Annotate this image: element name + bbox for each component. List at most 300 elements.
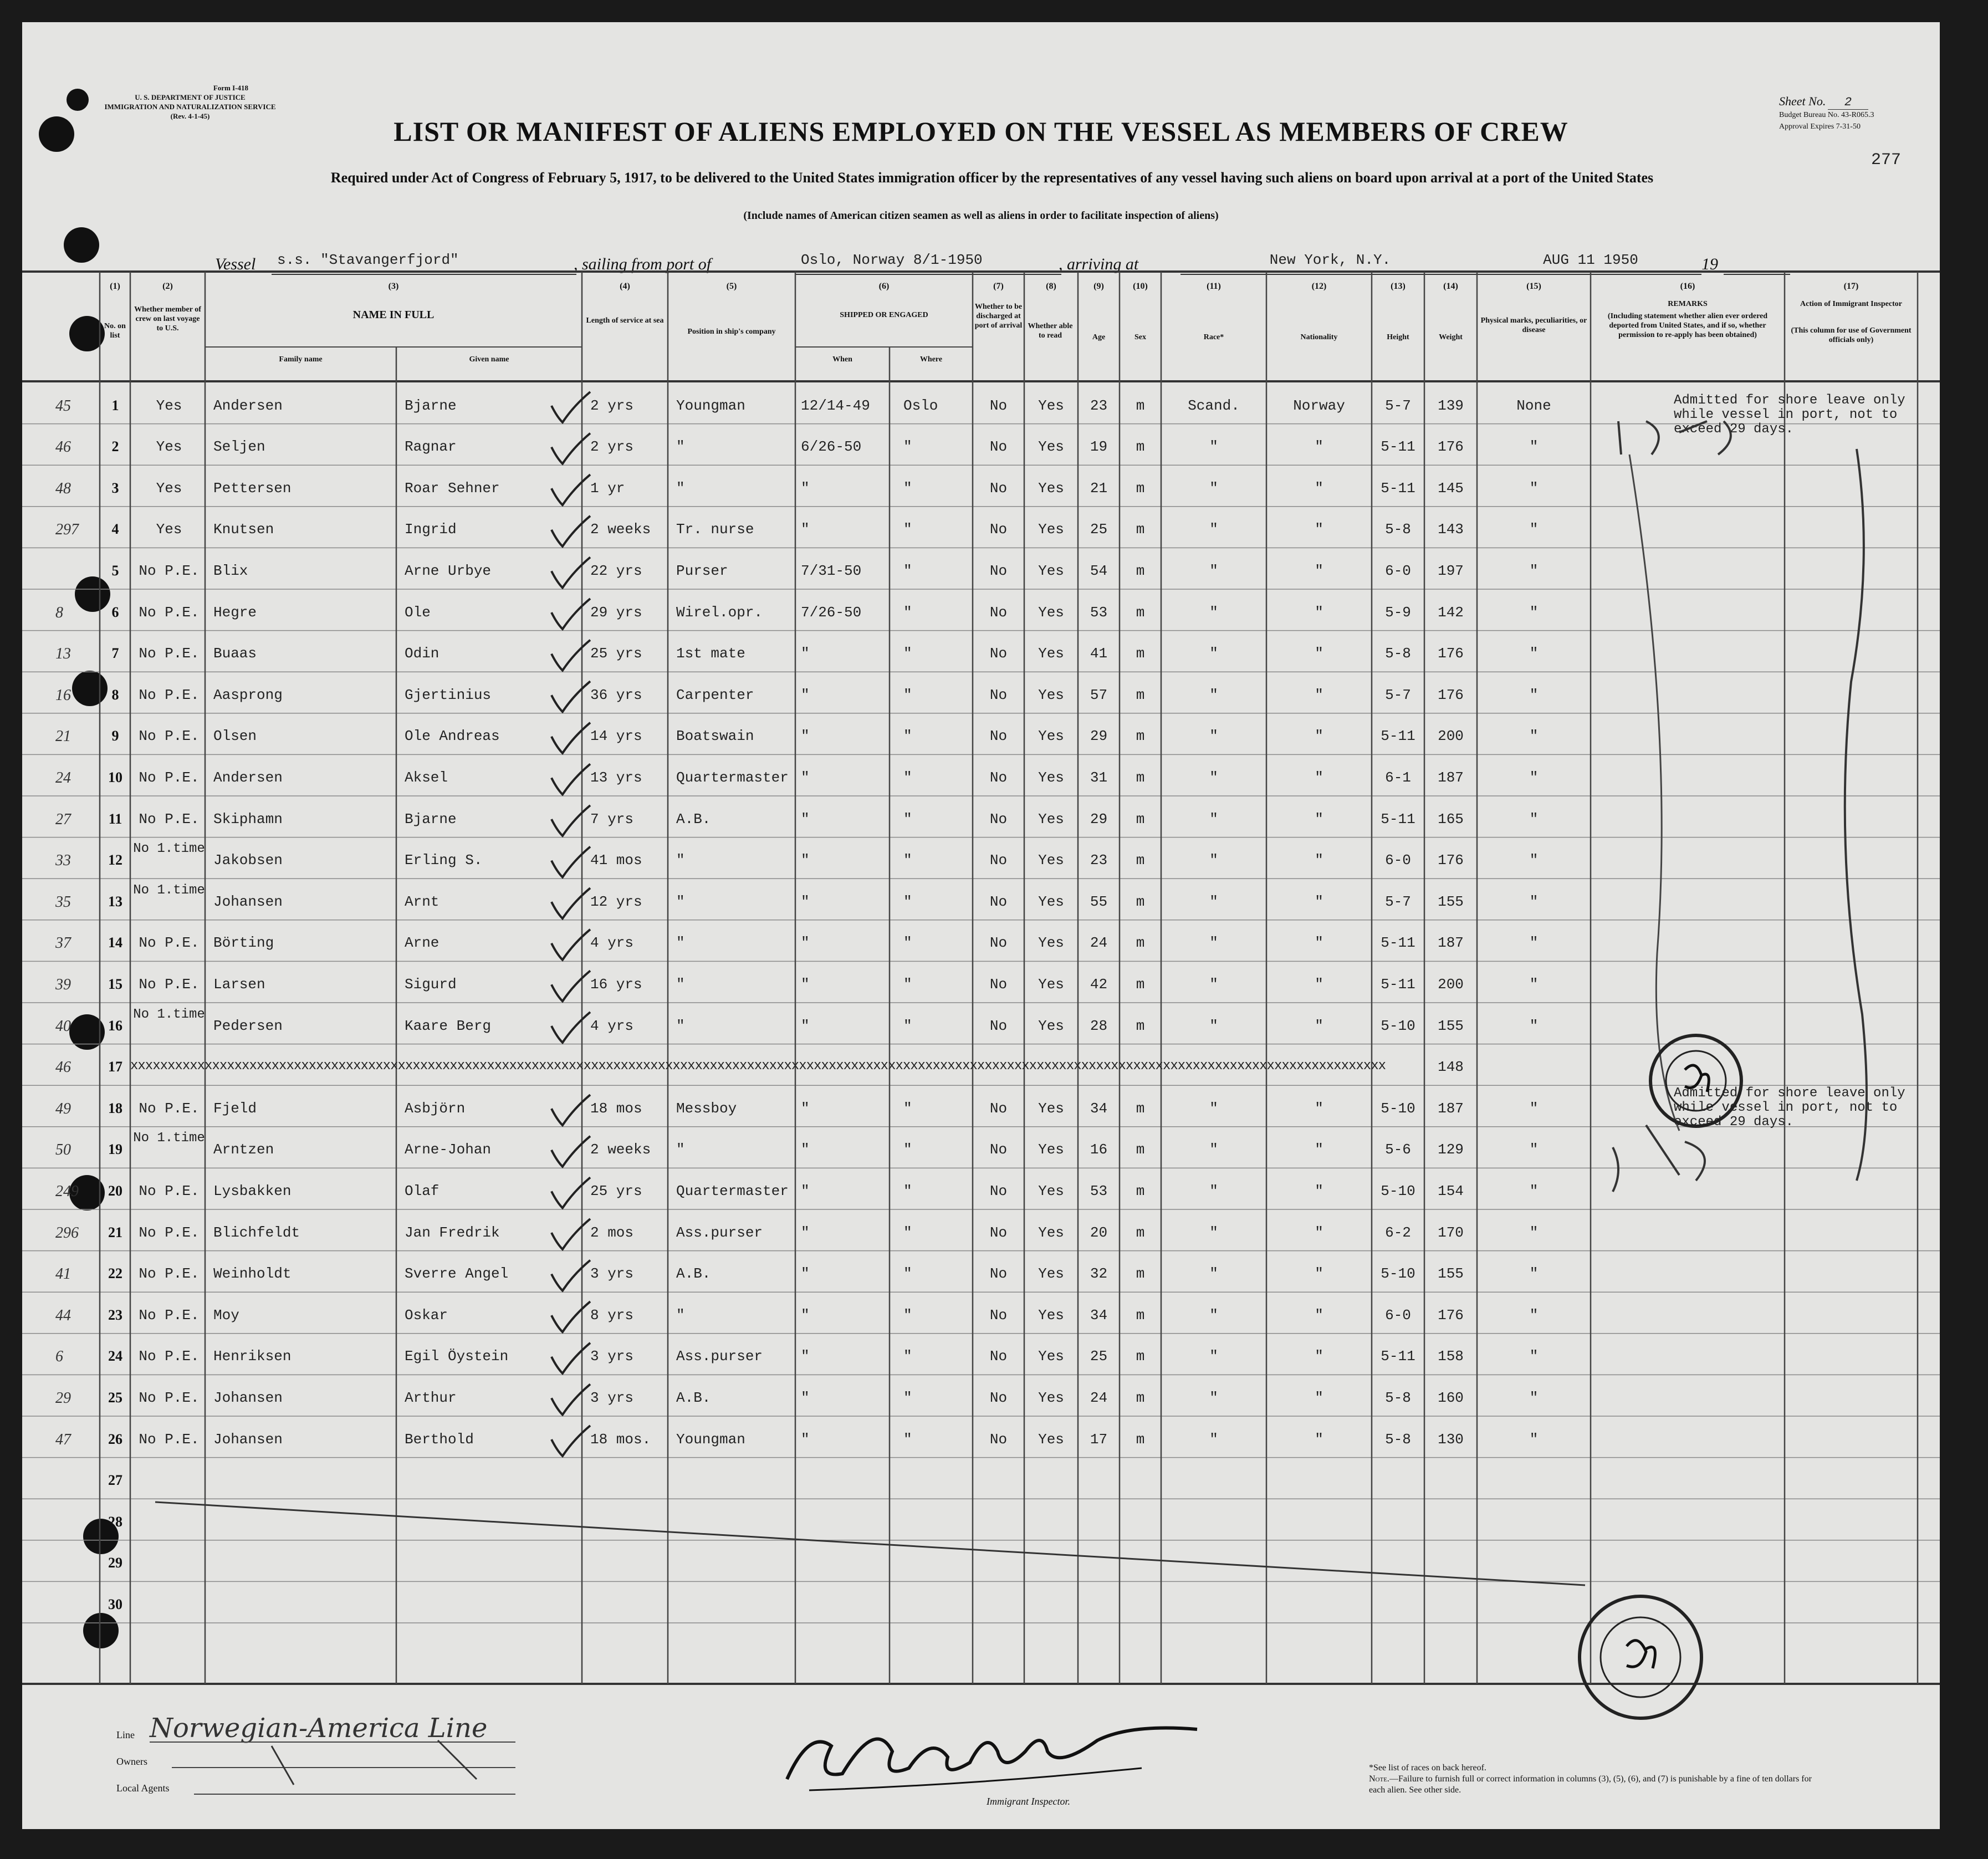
cell-race: " <box>1209 769 1218 786</box>
cell-read: Yes <box>1038 521 1064 538</box>
cell-service: 2 weeks <box>590 1141 651 1158</box>
row-number: 11 <box>108 810 122 827</box>
header-where: Where <box>919 355 943 364</box>
cell-service: 2 yrs <box>590 397 634 414</box>
cell-prev: Yes <box>156 479 182 497</box>
note-label: Note. <box>1369 1774 1389 1784</box>
column-number-c16: (16) <box>1680 282 1695 291</box>
cell-disch: No <box>989 1224 1008 1241</box>
cell-service: 1 yr <box>590 479 625 497</box>
header-remarks-note: (Including statement whether alien ever ordered deported from United States, and if so, whether permission to re-apply has been obtained) <box>1607 312 1768 339</box>
row-number: 7 <box>111 645 119 662</box>
cell-read: Yes <box>1038 479 1064 497</box>
cell-position: A.B. <box>676 1390 711 1406</box>
cell-age: 25 <box>1090 1348 1108 1365</box>
cell-disch: No <box>989 479 1008 497</box>
cell-height: 5-7 <box>1385 397 1411 414</box>
cell-disch: No <box>989 893 1008 910</box>
check-mark <box>551 1343 590 1373</box>
cell-where: " <box>903 645 912 662</box>
cell-given: Roar Sehner <box>405 479 500 497</box>
cell-marks: " <box>1529 976 1539 993</box>
check-mark <box>551 930 590 960</box>
cell-sex: m <box>1136 1183 1145 1199</box>
cell-sex: m <box>1136 1100 1145 1117</box>
row-number: 30 <box>108 1596 122 1612</box>
cell-read: Yes <box>1038 934 1064 952</box>
cell-sex: m <box>1136 852 1145 869</box>
cell-when: " <box>801 686 810 703</box>
budget-bureau: Budget Bureau No. 43-R065.3 <box>1779 111 1874 119</box>
check-mark <box>551 1095 590 1125</box>
cell-given: Olaf <box>405 1183 439 1199</box>
cell-marks: " <box>1529 1100 1539 1117</box>
owners-label: Owners <box>116 1756 147 1767</box>
cell-height: 5-8 <box>1385 1390 1411 1406</box>
cell-when: " <box>801 810 810 828</box>
cell-disch: No <box>989 728 1008 745</box>
cell-position: Wirel.opr. <box>676 604 763 621</box>
cell-sex: m <box>1136 1306 1145 1324</box>
check-mark <box>551 474 590 505</box>
cell-race: " <box>1209 976 1218 993</box>
row-number: 25 <box>108 1390 122 1406</box>
cell-prev: No P.E. <box>139 934 200 952</box>
local-agents-label: Local Agents <box>116 1783 170 1794</box>
cell-nat: " <box>1315 1348 1323 1365</box>
cell-read: Yes <box>1038 645 1064 662</box>
cell-given: Arnt <box>405 893 439 910</box>
row-number: 1 <box>111 397 119 413</box>
check-mark <box>551 1219 590 1249</box>
cell-weight: 176 <box>1438 438 1464 456</box>
cell-given: Ingrid <box>405 521 457 538</box>
cell-given: Gjertinius <box>405 686 492 703</box>
cell-prev: No P.E. <box>139 686 200 703</box>
cell-disch: No <box>989 852 1008 869</box>
cell-marks: " <box>1529 563 1539 579</box>
row-number: 3 <box>111 479 119 496</box>
cell-service: 2 weeks <box>590 521 651 538</box>
cell-given: Sigurd <box>405 976 457 993</box>
margin-number: 13 <box>55 645 71 663</box>
cell-where: " <box>903 1100 912 1117</box>
cell-read: Yes <box>1038 1100 1064 1117</box>
cell-nat: " <box>1315 852 1323 869</box>
margin-number: 40 <box>55 1017 71 1035</box>
cell-given: Arne-Johan <box>405 1141 492 1158</box>
header-nationality: Nationality <box>1300 333 1338 341</box>
margin-number: 37 <box>55 934 71 952</box>
cell-marks: " <box>1529 686 1539 703</box>
cell-read: Yes <box>1038 893 1064 910</box>
cell-position: " <box>676 934 685 952</box>
check-mark <box>551 640 590 671</box>
cell-when: " <box>801 521 810 538</box>
cell-position: Youngman <box>676 1431 745 1448</box>
cell-marks: " <box>1529 645 1539 662</box>
column-number-c2: (2) <box>162 282 173 291</box>
cell-when: " <box>801 934 810 952</box>
cell-marks: " <box>1529 1390 1539 1406</box>
margin-number: 27 <box>55 810 71 828</box>
races-note: *See list of races on back hereof. <box>1369 1763 1486 1773</box>
cell-disch: No <box>989 934 1008 952</box>
column-number-c17: (17) <box>1843 282 1859 291</box>
port-of-departure: Oslo, Norway 8/1-1950 <box>795 252 1061 275</box>
margin-number: 249 <box>55 1183 79 1200</box>
cell-service: 2 mos <box>590 1224 634 1241</box>
cell-where: Oslo <box>903 397 938 414</box>
cell-family: Knutsen <box>213 521 274 538</box>
cell-height: 5-9 <box>1385 604 1411 621</box>
cell-weight: 145 <box>1438 479 1464 497</box>
cell-weight: 155 <box>1438 1017 1464 1034</box>
check-mark <box>551 1384 590 1414</box>
cell-nat: " <box>1315 810 1323 828</box>
cell-age: 42 <box>1090 976 1108 993</box>
cell-service: 36 yrs <box>590 686 642 703</box>
cell-disch: No <box>989 1348 1008 1365</box>
cell-when: " <box>801 1224 810 1241</box>
cell-where: " <box>903 1265 912 1283</box>
margin-number: 35 <box>55 893 71 911</box>
row-number: 14 <box>108 934 122 951</box>
header-weight: Weight <box>1439 333 1463 341</box>
cell-position: Messboy <box>676 1100 737 1117</box>
cell-service: 16 yrs <box>590 976 642 993</box>
cell-when: 7/26-50 <box>801 604 862 621</box>
cell-height: 6-0 <box>1385 1306 1411 1324</box>
cell-nat: Norway <box>1293 397 1345 414</box>
cell-weight: 165 <box>1438 810 1464 828</box>
cancel-line <box>155 1497 1596 1607</box>
cell-height: 5-11 <box>1381 479 1415 497</box>
cell-where: " <box>903 1390 912 1406</box>
cell-given: Arne Urbye <box>405 563 492 579</box>
cell-race: " <box>1209 1183 1218 1199</box>
cell-prev: No 1.time <box>133 1007 205 1022</box>
margin-number: 50 <box>55 1141 71 1159</box>
cell-position: " <box>676 893 685 910</box>
cell-weight: 200 <box>1438 728 1464 745</box>
column-number-c7: (7) <box>993 282 1004 291</box>
cell-family: Johansen <box>213 1390 283 1406</box>
cell-disch: No <box>989 1100 1008 1117</box>
cell-read: Yes <box>1038 1390 1064 1406</box>
cell-service: 18 mos <box>590 1100 642 1117</box>
check-mark <box>551 599 590 629</box>
column-number-c4: (4) <box>620 282 630 291</box>
cell-race: " <box>1209 563 1218 579</box>
row-number: 9 <box>111 728 119 744</box>
cell-where: " <box>903 934 912 952</box>
cell-position: Carpenter <box>676 686 754 703</box>
inspector-label: Immigrant Inspector. <box>987 1796 1070 1807</box>
header-when: When <box>832 355 852 364</box>
header-family-name: Family name <box>279 355 323 364</box>
arrival-date: AUG 11 1950 <box>1474 252 1701 275</box>
cell-race: " <box>1209 728 1218 745</box>
cell-prev: Yes <box>156 438 182 456</box>
cell-nat: " <box>1315 976 1323 993</box>
margin-number: 6 <box>55 1348 63 1366</box>
remark-shore-leave-1: Admitted for shore leave only while vessel in port, not to exceed 29 days. <box>1674 393 1905 437</box>
cell-race: " <box>1209 438 1218 456</box>
margin-number: 41 <box>55 1265 71 1283</box>
sheet-no-label: Sheet No. <box>1779 94 1826 108</box>
cell-age: 17 <box>1090 1431 1108 1448</box>
row-number: 22 <box>108 1265 122 1282</box>
cell-sex: m <box>1136 769 1145 786</box>
margin-number: 39 <box>55 976 71 993</box>
arrival-port: New York, N.Y. <box>1180 252 1474 275</box>
cell-prev: No 1.time <box>133 841 205 857</box>
cell-prev: No P.E. <box>139 1390 200 1406</box>
cell-where: " <box>903 728 912 745</box>
cell-sex: m <box>1136 1017 1145 1034</box>
cell-nat: " <box>1315 934 1323 952</box>
cell-family: Blix <box>213 563 248 579</box>
cell-disch: No <box>989 769 1008 786</box>
cell-age: 24 <box>1090 1390 1108 1406</box>
cell-sex: m <box>1136 1224 1145 1241</box>
cell-age: 23 <box>1090 397 1108 414</box>
cell-height: 5-6 <box>1385 1141 1411 1158</box>
cell-when: 6/26-50 <box>801 438 862 456</box>
cell-position: " <box>676 1017 685 1034</box>
cell-weight: 142 <box>1438 604 1464 621</box>
cell-nat: " <box>1315 604 1323 621</box>
cell-when: " <box>801 1100 810 1117</box>
row-number: 10 <box>108 769 122 785</box>
check-mark <box>551 1136 590 1167</box>
cell-height: 5-11 <box>1381 976 1415 993</box>
cell-race: " <box>1209 521 1218 538</box>
cell-family: Larsen <box>213 976 265 993</box>
cell-nat: " <box>1315 893 1323 910</box>
cell-position: " <box>676 852 685 869</box>
cell-sex: m <box>1136 563 1145 579</box>
margin-number: 46 <box>55 438 71 456</box>
cell-weight: 148 <box>1438 1059 1464 1076</box>
cell-nat: " <box>1315 1431 1323 1448</box>
cell-weight: 187 <box>1438 769 1464 786</box>
margin-number: 21 <box>55 728 71 745</box>
cell-read: Yes <box>1038 397 1064 414</box>
cell-sex: m <box>1136 521 1145 538</box>
footnote <box>1369 1763 1823 1796</box>
cell-weight: 158 <box>1438 1348 1464 1365</box>
cell-sex: m <box>1136 1431 1145 1448</box>
cell-disch: No <box>989 686 1008 703</box>
cell-given: Kaare Berg <box>405 1017 492 1034</box>
cell-marks: " <box>1529 1431 1539 1448</box>
cell-age: 29 <box>1090 728 1108 745</box>
cell-age: 41 <box>1090 645 1108 662</box>
cell-when: 12/14-49 <box>801 397 870 414</box>
header-length-service: Length of service at sea <box>586 316 664 325</box>
cell-marks: " <box>1529 521 1539 538</box>
cell-service: 4 yrs <box>590 1017 634 1034</box>
cell-height: 5-10 <box>1381 1100 1415 1117</box>
cell-family: Buaas <box>213 645 257 662</box>
cell-prev: No P.E. <box>139 1183 200 1199</box>
cell-prev: No P.E. <box>139 769 200 786</box>
cell-family: Blichfeldt <box>213 1224 300 1241</box>
cell-weight: 176 <box>1438 852 1464 869</box>
cell-disch: No <box>989 604 1008 621</box>
cell-sex: m <box>1136 1348 1145 1365</box>
header-physical-marks: Physical marks, peculiarities, or disease <box>1480 316 1587 334</box>
cell-race: " <box>1209 1017 1218 1034</box>
row-number: 29 <box>108 1555 122 1571</box>
cell-prev: No P.E. <box>139 1224 200 1241</box>
cell-prev: No P.E. <box>139 563 200 579</box>
cell-nat: " <box>1315 563 1323 579</box>
row-number: 5 <box>111 563 119 579</box>
cell-height: 5-11 <box>1381 934 1415 952</box>
cell-position: Tr. nurse <box>676 521 754 538</box>
header-able-to-read: Whether able to read <box>1028 322 1073 340</box>
cell-sex: m <box>1136 686 1145 703</box>
check-mark <box>551 1012 590 1043</box>
column-number-c5: (5) <box>726 282 737 291</box>
cell-where: " <box>903 1224 912 1241</box>
cell-race: " <box>1209 1431 1218 1448</box>
cell-where: " <box>903 521 912 538</box>
header-name-in-full: NAME IN FULL <box>352 309 435 321</box>
cell-when: " <box>801 976 810 993</box>
column-number-c11: (11) <box>1207 282 1221 291</box>
cell-read: Yes <box>1038 769 1064 786</box>
cell-age: 23 <box>1090 852 1108 869</box>
cell-marks: " <box>1529 1306 1539 1324</box>
line-label: Line <box>116 1729 135 1740</box>
row-number: 27 <box>108 1472 122 1489</box>
cell-age: 24 <box>1090 934 1108 952</box>
row-number: 16 <box>108 1017 122 1034</box>
cell-prev: Yes <box>156 521 182 538</box>
cell-where: " <box>903 852 912 869</box>
cell-age: 25 <box>1090 521 1108 538</box>
vessel-name: s.s. "Stavangerfjord" <box>272 252 576 275</box>
cell-nat: " <box>1315 1100 1323 1117</box>
cell-height: 6-0 <box>1385 563 1411 579</box>
cell-service: 2 yrs <box>590 438 634 456</box>
cell-where: " <box>903 1348 912 1365</box>
cell-prev: No 1.time <box>133 1131 205 1146</box>
header-no-on-list: No. on list <box>104 322 126 340</box>
subtitle: Required under Act of Congress of February 5, 1917, to be delivered to the United States immigration officer by the representatives of any vessel having such aliens on board upon arrival at a port of the United States <box>330 170 1654 186</box>
cell-family: Andersen <box>213 769 283 786</box>
cell-weight: 154 <box>1438 1183 1464 1199</box>
cell-race: " <box>1209 1265 1218 1283</box>
column-number-c3: (3) <box>388 282 399 291</box>
note-text: —Failure to furnish full or correct information in columns (3), (5), (6), and (7) is punishable by a fine of ten dollars for each alien. See other side. <box>1369 1774 1812 1795</box>
cell-position: " <box>676 1306 685 1324</box>
margin-number: 296 <box>55 1224 79 1242</box>
cell-given: Ole Andreas <box>405 728 500 745</box>
row-number: 21 <box>108 1224 122 1240</box>
column-number-c12: (12) <box>1311 282 1327 291</box>
cell-height: 5-11 <box>1381 728 1415 745</box>
header-position: Position in ship's company <box>687 328 776 336</box>
check-mark <box>551 1426 590 1456</box>
row-number: 17 <box>108 1059 122 1075</box>
cell-disch: No <box>989 1306 1008 1324</box>
cell-read: Yes <box>1038 728 1064 745</box>
cell-age: 29 <box>1090 810 1108 828</box>
cell-sex: m <box>1136 438 1145 456</box>
cell-sex: m <box>1136 934 1145 952</box>
row-number: 28 <box>108 1513 122 1530</box>
cell-family: Johansen <box>213 893 283 910</box>
cell-where: " <box>903 686 912 703</box>
cell-given: Arne <box>405 934 439 952</box>
approval-expires: Approval Expires 7-31-50 <box>1779 122 1861 131</box>
cell-disch: No <box>989 976 1008 993</box>
page-title: LIST OR MANIFEST OF ALIENS EMPLOYED ON THE VESSEL AS MEMBERS OF CREW <box>393 116 1568 147</box>
cell-marks: " <box>1529 893 1539 910</box>
cell-height: 5-10 <box>1381 1183 1415 1199</box>
cell-when: " <box>801 645 810 662</box>
cell-where: " <box>903 769 912 786</box>
consular-stamp-2 <box>1574 1591 1707 1724</box>
cell-race: " <box>1209 1390 1218 1406</box>
cell-age: 34 <box>1090 1306 1108 1324</box>
cell-position: " <box>676 1141 685 1158</box>
margin-number: 33 <box>55 852 71 870</box>
struck-out-row: xxxxxxxxxxxxxxxxxxxxxxxxxxxxxxxxxxxxxxxxxxxxxxxxxxxxxxxxxxxxxxxxxxxxxxxxxxxxxxxxxxxxxxxxxxxxxxxxxxxxxxxxxxxxxxxxxxxxxxxxxxxxxxxxxxxxxxxxxxxxxxxxxxxxxxxxxxxxxxxxxxxxxxxxx <box>130 1059 1386 1074</box>
check-mark <box>551 516 590 547</box>
vessel-label: Vessel <box>215 255 256 273</box>
row-number: 6 <box>111 604 119 620</box>
cell-marks: " <box>1529 1224 1539 1241</box>
margin-number: 297 <box>55 521 79 539</box>
cell-disch: No <box>989 1431 1008 1448</box>
cell-position: " <box>676 479 685 497</box>
cell-service: 22 yrs <box>590 563 642 579</box>
cell-where: " <box>903 479 912 497</box>
cell-sex: m <box>1136 1141 1145 1158</box>
cell-race: " <box>1209 893 1218 910</box>
year-label: 19 <box>1701 255 1718 273</box>
row-number: 4 <box>111 521 119 538</box>
margin-number: 47 <box>55 1431 71 1448</box>
cell-nat: " <box>1315 438 1323 456</box>
header-discharged: Whether to be discharged at port of arrival <box>974 303 1023 330</box>
cell-height: 5-10 <box>1381 1017 1415 1034</box>
check-mark <box>551 557 590 588</box>
cell-read: Yes <box>1038 604 1064 621</box>
cell-race: " <box>1209 686 1218 703</box>
cell-prev: No P.E. <box>139 976 200 993</box>
cell-when: " <box>801 1306 810 1324</box>
column-number-c1: (1) <box>110 282 120 291</box>
arriving-label: , arriving at <box>1059 255 1139 273</box>
row-number: 8 <box>111 686 119 703</box>
margin-number: 46 <box>55 1059 71 1076</box>
cell-disch: No <box>989 645 1008 662</box>
cell-read: Yes <box>1038 976 1064 993</box>
cell-family: Aasprong <box>213 686 283 703</box>
cell-service: 3 yrs <box>590 1348 634 1365</box>
cell-where: " <box>903 1141 912 1158</box>
cell-nat: " <box>1315 1017 1323 1034</box>
cell-marks: " <box>1529 728 1539 745</box>
cell-age: 28 <box>1090 1017 1108 1034</box>
